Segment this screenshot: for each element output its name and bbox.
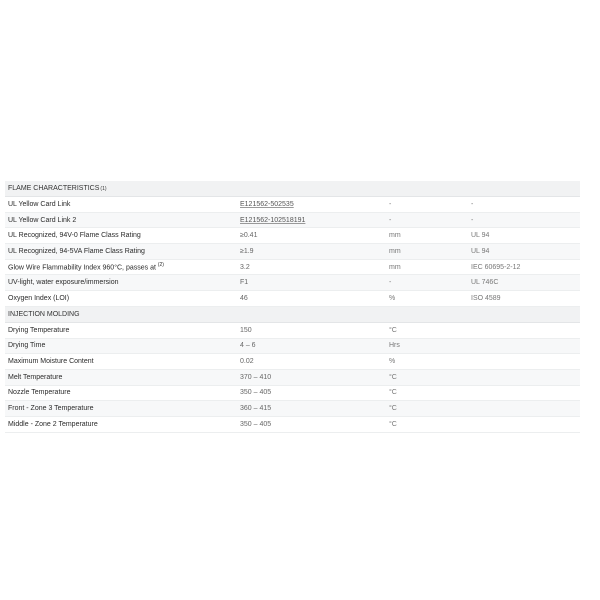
footnote-marker: (2)	[157, 262, 164, 269]
table-row	[5, 244, 580, 260]
unit-cell: -	[389, 200, 392, 208]
property-name: Oxygen Index (LOI)	[8, 294, 70, 302]
property-name: UL Yellow Card Link 2	[8, 216, 77, 224]
property-table	[5, 181, 580, 433]
table-row	[5, 228, 580, 244]
table-row	[5, 417, 580, 433]
table-row	[5, 275, 580, 291]
value-cell: 150	[240, 326, 252, 334]
section-header-injection-molding	[5, 307, 580, 323]
table-row	[5, 323, 580, 339]
unit-cell: mm	[389, 263, 401, 271]
yellow-card-link-2[interactable]: E121562-102518191	[240, 216, 306, 224]
unit-cell: -	[389, 216, 392, 224]
value-cell: ≥1.9	[240, 247, 254, 255]
value-cell: 370 – 410	[240, 373, 272, 381]
section-header-flame	[5, 181, 580, 197]
property-name: UL Yellow Card Link	[8, 200, 71, 208]
unit-cell: °C	[389, 389, 397, 397]
unit-cell: %	[389, 294, 396, 302]
section-title: FLAME CHARACTERISTICS	[8, 185, 100, 192]
unit-cell: -	[389, 279, 392, 287]
table-row	[5, 386, 580, 402]
unit-cell: mm	[389, 232, 401, 240]
table-row	[5, 213, 580, 229]
property-name: Front - Zone 3 Temperature	[8, 405, 94, 413]
property-name: Drying Time	[8, 342, 46, 350]
table-row	[5, 339, 580, 355]
value-cell: 350 – 405	[240, 389, 272, 397]
property-text: Glow Wire Flammability Index 960°C, passes at	[8, 264, 156, 272]
value-cell: ≥0.41	[240, 232, 258, 240]
table-row	[5, 370, 580, 386]
property-name: UV-light, water exposure/immersion	[8, 279, 119, 287]
standard-cell: ISO 4589	[471, 294, 501, 302]
table-row	[5, 197, 580, 213]
yellow-card-link[interactable]: E121562-502535	[240, 200, 294, 208]
unit-cell: °C	[389, 420, 397, 428]
table-row	[5, 260, 580, 276]
unit-cell: Hrs	[389, 342, 400, 350]
standard-cell: UL 746C	[471, 279, 499, 287]
value-cell: 3.2	[240, 263, 250, 271]
property-name: Drying Temperature	[8, 326, 70, 334]
table-row	[5, 354, 580, 370]
value-cell: F1	[240, 279, 249, 287]
property-name: UL Recognized, 94-5VA Flame Class Rating	[8, 247, 145, 255]
unit-cell: mm	[389, 247, 401, 255]
value-cell: 360 – 415	[240, 405, 272, 413]
section-title: INJECTION MOLDING	[8, 310, 80, 318]
property-name	[8, 262, 164, 271]
table-row	[5, 291, 580, 307]
standard-cell: -	[471, 200, 474, 208]
unit-cell: °C	[389, 326, 397, 334]
property-name: Melt Temperature	[8, 373, 63, 381]
footnote-marker: (1)	[100, 185, 107, 192]
table-row	[5, 401, 580, 417]
property-name: Middle - Zone 2 Temperature	[8, 420, 98, 428]
property-name: Maximum Moisture Content	[8, 358, 94, 366]
unit-cell: %	[389, 358, 396, 366]
unit-cell: °C	[389, 405, 397, 413]
value-cell: 0.02	[240, 358, 254, 366]
standard-cell: UL 94	[471, 247, 490, 255]
unit-cell: °C	[389, 373, 397, 381]
standard-cell: UL 94	[471, 232, 490, 240]
property-name: Nozzle Temperature	[8, 389, 71, 397]
value-cell: 4 – 6	[240, 342, 256, 350]
standard-cell: IEC 60695-2-12	[471, 263, 521, 271]
standard-cell: -	[471, 216, 474, 224]
value-cell: 46	[240, 294, 248, 302]
value-cell: 350 – 405	[240, 420, 272, 428]
property-name: UL Recognized, 94V-0 Flame Class Rating	[8, 232, 141, 240]
